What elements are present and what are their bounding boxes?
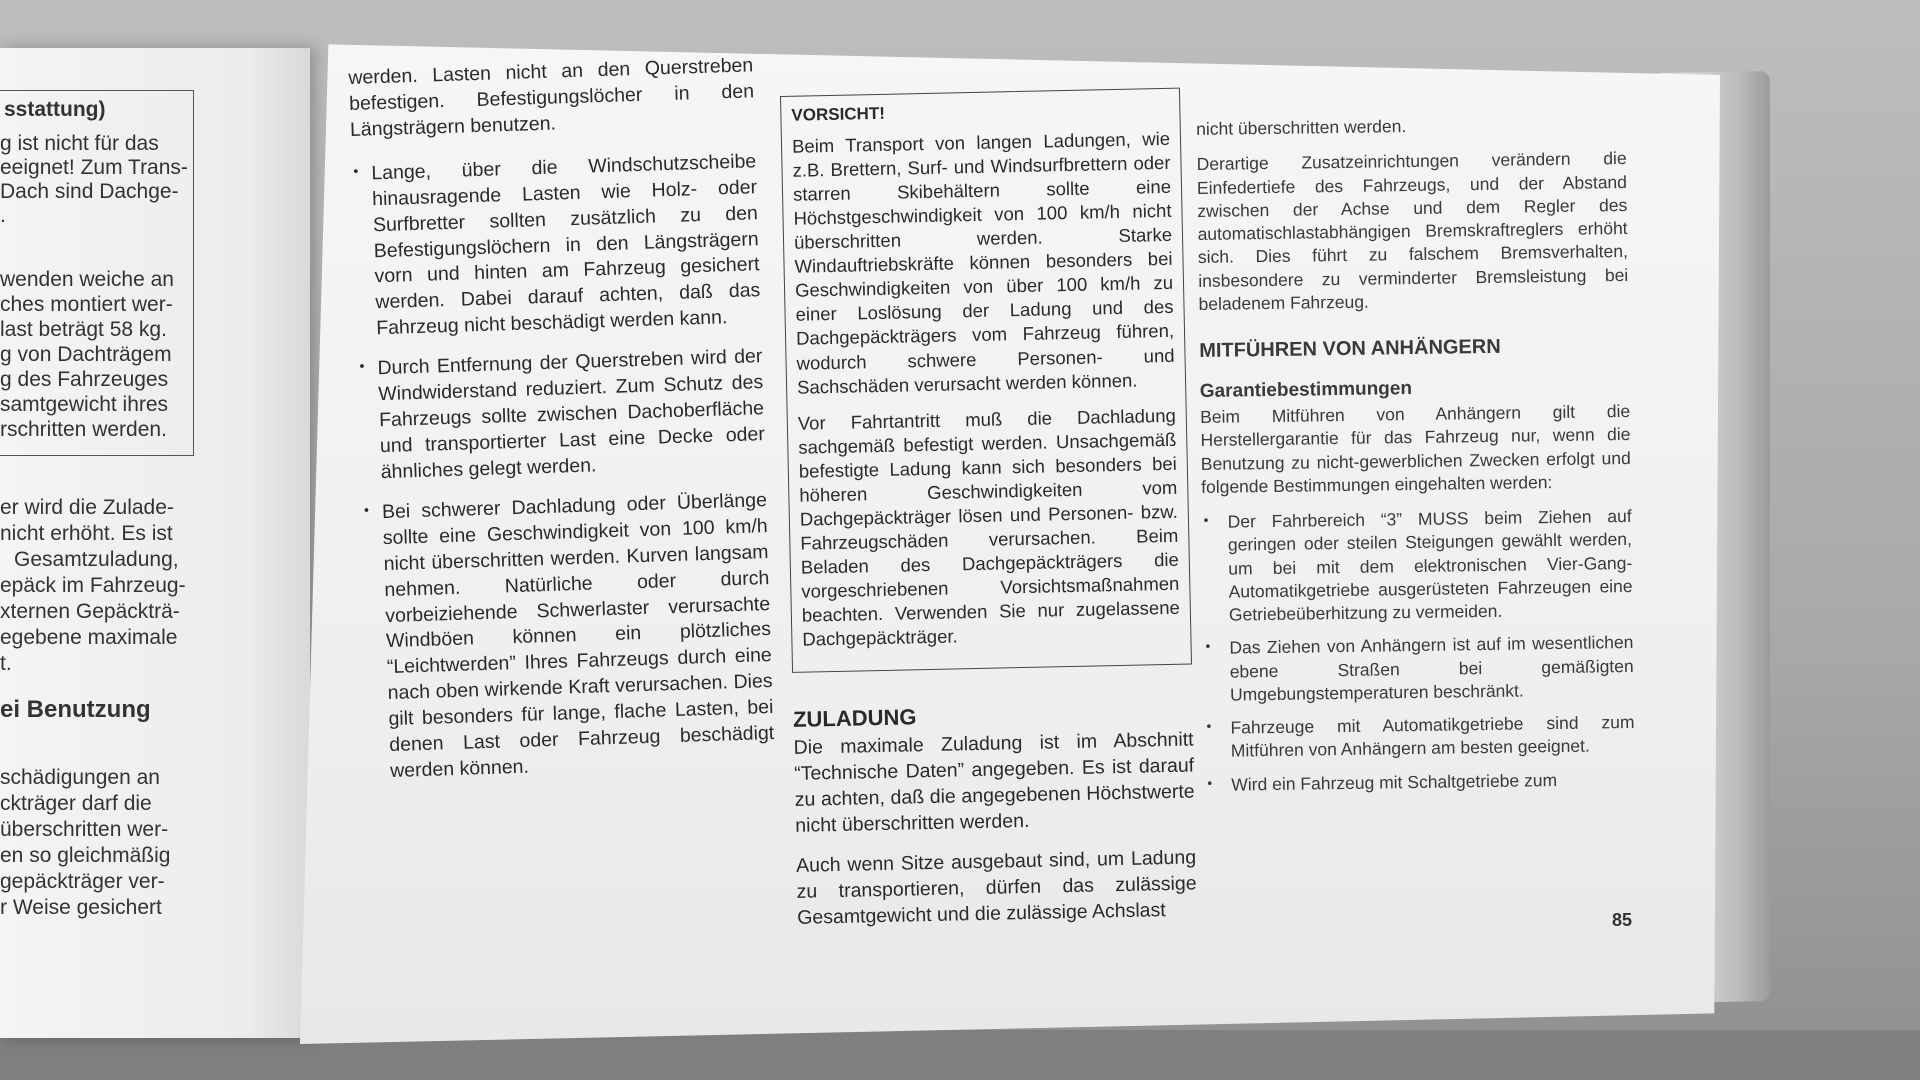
left-line: sstattung) bbox=[4, 98, 106, 121]
paragraph: werden. Lasten nicht an den Querstreben befestigen. Befestigungslöcher in den Längsträgern benutzen. bbox=[348, 54, 755, 141]
left-line: eeignet! Zum Trans- bbox=[0, 156, 188, 179]
left-line: schädigungen an bbox=[0, 766, 160, 789]
paragraph: Beim Mitführen von Anhängern gilt die Herstellergarantie für das Fahrzeug nur, wenn die Benutzung zu nicht-gewerblichen Zwecken erfolgt und folgende Bestimmungen eingehalten werden: bbox=[1200, 400, 1631, 497]
left-line: ches montiert wer- bbox=[0, 293, 173, 316]
bullet-list bbox=[351, 149, 775, 786]
paragraph: Die maximale Zuladung ist im Abschnitt “Technische Daten” angegeben. Es ist darauf zu achten, daß die angegebenen Höchstwerte nicht überschritten werden. bbox=[793, 728, 1195, 837]
text-column-2 bbox=[780, 88, 1198, 946]
list-item: • Fahrzeuge mit Automatikgetriebe sind zum Mitführen von Anhängern am besten geeignet. bbox=[1204, 711, 1635, 764]
left-line: . bbox=[0, 204, 6, 227]
left-line: überschritten wer- bbox=[0, 818, 169, 841]
left-line: xternen Gepäckträ- bbox=[0, 600, 180, 623]
left-line: g ist nicht für das bbox=[0, 132, 159, 155]
paragraph: nicht überschritten werden. bbox=[1196, 116, 1407, 139]
section-heading: ZULADUNG bbox=[792, 704, 917, 732]
text-column-1 bbox=[348, 53, 776, 799]
left-line: Gesamtzuladung, bbox=[14, 548, 179, 571]
bullet-list bbox=[1201, 505, 1635, 797]
paragraph: Beim Transport von langen Ladungen, wie z.B. Brettern, Surf- und Windsurfbrettern oder starren Skibehältern sollte eine Höchstgeschwindigkeit von 100 km/h nicht überschritten werden. Starke Windauftriebskräfte können besonders bei Geschwindigkeiten von über 100 km/h zu einer Loslösung der Ladung und des Dachgepäckträgers vom Fahrzeug führen, wodurch schwere Personen- und Sachschäden verursacht werden können. bbox=[791, 127, 1175, 398]
list-item: • Der Fahrbereich “3” MUSS beim Ziehen auf geringen oder steilen Steigungen gewählt werden, um bei mit dem elektronischen Vier-Gang-Automatikgetriebe ausgerüsteten Fahrzeugen eine Getriebeüberhitzung zu vermeiden. bbox=[1201, 505, 1633, 627]
left-line: samtgewicht ihres bbox=[0, 393, 169, 416]
left-line: gepäckträger ver- bbox=[0, 870, 165, 893]
left-line: er wird die Zulade- bbox=[0, 496, 174, 519]
warning-title: VORSICHT! bbox=[791, 103, 886, 125]
paragraph: Derartige Zusatzeinrichtungen verändern die Einfedertiefe des Fahrzeugs, und der Abstand zwischen der Achse und dem Regler des automatischlastabhängigen Bremskraftreglers erhöht sich. Dies führt zu falschem Bremsverhalten, insbesondere zu verminderter Bremsleistung bei beladenem Fahrzeug. bbox=[1196, 148, 1629, 314]
warning-box bbox=[780, 88, 1192, 673]
left-line: egebene maximale bbox=[0, 626, 178, 649]
sub-heading: Garantiebestimmungen bbox=[1199, 377, 1413, 402]
left-heading: ei Benutzung bbox=[0, 696, 151, 723]
left-line: en so gleichmäßig bbox=[0, 844, 171, 867]
list-item: • Bei schwerer Dachladung oder Überlänge sollte eine Geschwindigkeit von 100 km/h nicht überschritten werden. Kurven langsam nehmen. Natürliche oder durch vorbeiziehende Schwerlaster verursachte Windböen können ein plötzliches “Leichtwerden” Ihres Fahrzeugs durch eine nach oben wirkende Kraft verursachen. Dies gilt besonders für lange, flache Lasten, bei denen Last oder Fahrzeug beschädigt werden können. bbox=[362, 488, 776, 786]
list-item: • Wird ein Fahrzeug mit Schaltgetriebe zum bbox=[1205, 768, 1635, 797]
left-line: g von Dachträgem bbox=[0, 343, 172, 366]
section-heading: MITFÜHREN VON ANHÄNGERN bbox=[1199, 335, 1501, 363]
text-column-3 bbox=[1196, 112, 1636, 807]
left-line: r Weise gesichert bbox=[0, 896, 162, 919]
left-line: wenden weiche an bbox=[0, 268, 174, 291]
left-line: ckträger darf die bbox=[0, 792, 152, 815]
left-line: t. bbox=[0, 652, 12, 675]
left-line: last beträgt 58 kg. bbox=[0, 318, 167, 341]
list-item: • Das Ziehen von Anhängern ist auf im wesentlichen ebene Straßen bei gemäßigten Umgebungstemperaturen beschränkt. bbox=[1203, 631, 1634, 707]
left-line: rschritten werden. bbox=[0, 418, 167, 441]
left-line: Dach sind Dachge- bbox=[0, 180, 179, 203]
page-number: 85 bbox=[1612, 910, 1633, 930]
paragraph: Vor Fahrtantritt muß die Dachladung sachgemäß befestigt werden. Unsachgemäß befestigte Ladung kann sich besonders bei höheren Geschwindigkeiten vom Dachgepäckträger lösen und Personen- bzw. Fahrzeugschäden verursachen. Beim Beladen des Dachgepäckträgers die vorgeschriebenen Vorsichtsmaßnahmen beachten. Verwenden Sie nur zugelassene Dachgepäckträger. bbox=[797, 404, 1181, 650]
list-item: • Lange, über die Windschutzscheibe hinausragende Lasten wie Holz- oder Surfbretter sollten zusätzlich zu den Befestigungslöchern in den Längsträgern vorn und hinten am Fahrzeug gesichert werden. Dabei darauf achten, daß das Fahrzeug nicht beschädigt werden kann. bbox=[351, 149, 761, 343]
left-line: g des Fahrzeuges bbox=[0, 368, 169, 391]
paragraph: Auch wenn Sitze ausgebaut sind, um Ladung zu transportieren, dürfen das zulässige Gesamtgewicht und die zulässige Achslast bbox=[795, 846, 1197, 929]
left-line: nicht erhöht. Es ist bbox=[0, 522, 173, 545]
list-item: • Durch Entfernung der Querstreben wird der Windwiderstand reduziert. Zum Schutz des Fahrzeugs sollte zwischen Dachoberfläche und transportierter Last eine Decke oder ähnliches gelegt werden. bbox=[357, 344, 766, 486]
left-line: epäck im Fahrzeug- bbox=[0, 574, 186, 597]
left-page bbox=[0, 48, 310, 1038]
